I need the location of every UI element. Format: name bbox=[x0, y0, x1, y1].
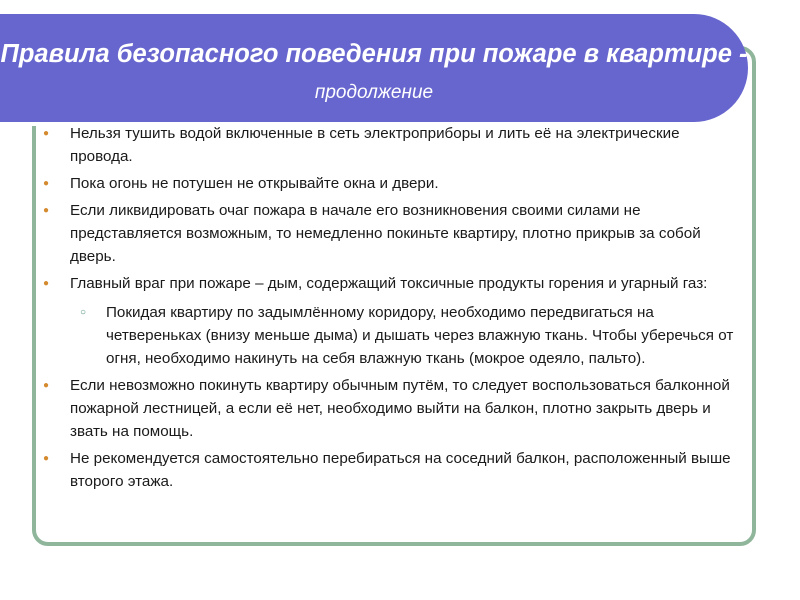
list-item-text: Главный враг при пожаре – дым, содержащий токсичные продукты горения и угарный газ: bbox=[70, 275, 708, 292]
list-item bbox=[40, 122, 740, 168]
slide-title bbox=[0, 36, 748, 111]
sub-list-item-text: Покидая квартиру по задымлённому коридору, необходимо передвигаться на четвереньках (внизу меньше дыма) и дышать через влажную ткань. Чтобы уберечься от огня, необходимо накинуть на себя влажную ткань (мокрое одеяло, пальто). bbox=[106, 304, 734, 367]
list-item bbox=[40, 172, 740, 195]
sub-list bbox=[70, 301, 740, 370]
list-item bbox=[40, 447, 740, 493]
bullet-icon: ● bbox=[43, 380, 50, 391]
bullet-icon: ● bbox=[43, 178, 50, 189]
bullet-list bbox=[40, 122, 740, 497]
list-item-text: Нельзя тушить водой включенные в сеть электроприборы и лить её на электрические провода. bbox=[70, 125, 680, 165]
list-item-text: Не рекомендуется самостоятельно перебираться на соседний балкон, расположенный выше второго этажа. bbox=[70, 450, 731, 490]
title-subtitle: продолжение bbox=[314, 82, 434, 103]
bullet-icon: ● bbox=[43, 128, 50, 139]
list-item bbox=[40, 272, 740, 370]
sub-bullet-icon: ○ bbox=[80, 307, 87, 318]
list-item-text: Если ликвидировать очаг пожара в начале его возникновения своими силами не представляется возможным, то немедленно покиньте квартиру, плотно прикрыв за собой дверь. bbox=[70, 202, 701, 265]
bullet-icon: ● bbox=[43, 453, 50, 464]
title-band bbox=[0, 14, 748, 122]
list-item-text: Если невозможно покинуть квартиру обычным путём, то следует воспользоваться балконной пожарной лестницей, а если её нет, необходимо выйти на балкон, плотно закрыть дверь и звать на помощь. bbox=[70, 377, 730, 440]
bullet-icon: ● bbox=[43, 205, 50, 216]
sub-list-item bbox=[70, 301, 740, 370]
bullet-icon: ● bbox=[43, 278, 50, 289]
list-item-text: Пока огонь не потушен не открывайте окна и двери. bbox=[70, 175, 439, 192]
list-item bbox=[40, 199, 740, 268]
list-item bbox=[40, 374, 740, 443]
title-main: Правила безопасного поведения при пожаре в квартире - bbox=[0, 40, 748, 68]
